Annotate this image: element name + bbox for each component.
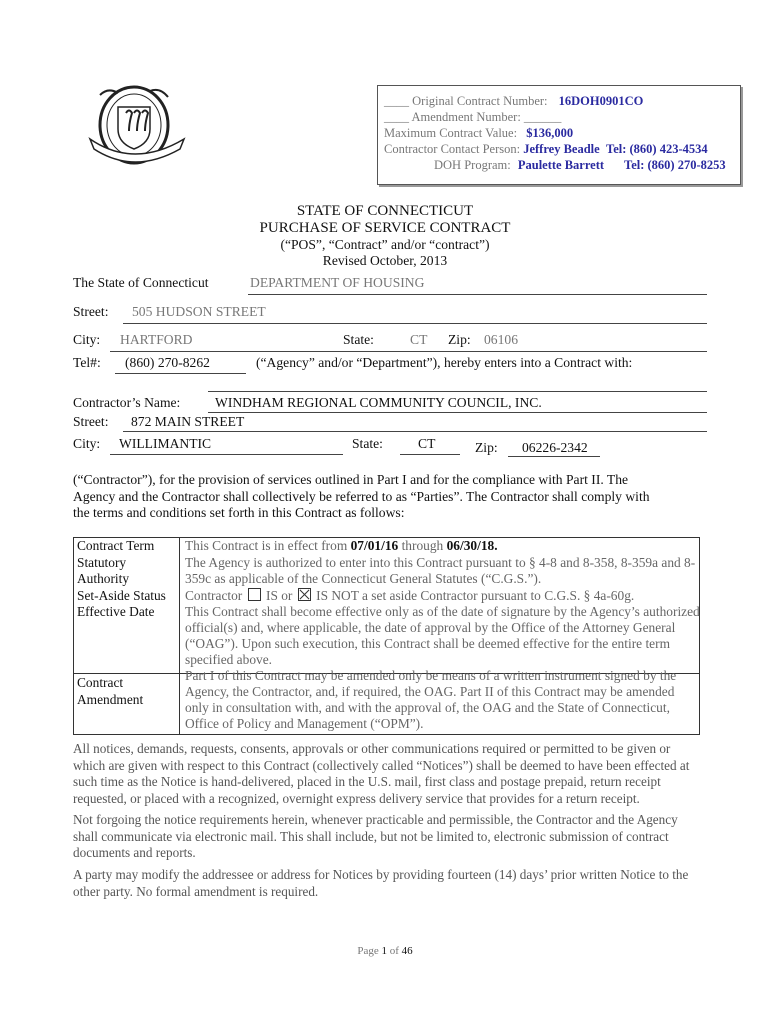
- notices-line: such time as the Notice is hand-delivered, placed in the U.S. mail, first class and postage prepaid, return receipt: [73, 774, 661, 790]
- contractor-city-underline: [110, 454, 343, 455]
- agency-state: CT: [410, 332, 428, 347]
- contractor-state: CT: [418, 436, 436, 451]
- term-label: Contract Term: [77, 538, 155, 553]
- email-paragraph: [73, 812, 688, 862]
- agency-city-underline: [110, 351, 707, 352]
- page-footer: [0, 945, 770, 957]
- setaside-value: [185, 588, 695, 604]
- max-value-label: Maximum Contract Value:: [384, 126, 518, 140]
- notices-line: requested, or placed with a recognized, overnight express delivery service that provides for a return receipt.: [73, 790, 640, 806]
- contract-terms-table: [73, 537, 700, 735]
- contractor-city-label: City:: [73, 436, 101, 451]
- email-line: shall communicate via electronic mail. This shall include, but not be limited to, electronic submission of contract: [73, 828, 669, 844]
- setaside-text-a: Contractor: [185, 588, 243, 603]
- title-line-3: (“POS”, “Contract” and/or “contract”): [280, 237, 490, 252]
- max-value: $136,000: [526, 126, 574, 140]
- agency-city-label: City:: [73, 332, 101, 347]
- effective-line: official(s) and, where applicable, the date of approval by the Office of the Attorney General: [185, 620, 676, 635]
- effective-line: This Contract shall become effective only as of the date of signature by the Agency’s authorized: [185, 604, 700, 619]
- effective-line: (“OAG”). Upon such execution, this Contract shall be deemed effective for the entire term: [185, 636, 670, 651]
- setaside-text-b: IS or: [265, 588, 293, 603]
- agency-city: HARTFORD: [120, 332, 193, 347]
- term-start: 07/01/16: [350, 538, 399, 553]
- is-set-aside-checkbox[interactable]: [248, 588, 261, 601]
- title-line-1: STATE OF CONNECTICUT: [296, 203, 474, 219]
- effective-line: specified above.: [185, 652, 272, 667]
- notices-line: All notices, demands, requests, consents, approvals or other communications required or permitted to be given or: [73, 741, 671, 756]
- term-end: 06/30/18: [446, 538, 495, 553]
- intro-line: (“Contractor”), for the provision of services outlined in Part I and for the compliance with Part II. The: [73, 472, 629, 487]
- contractor-zip-label: Zip:: [475, 440, 498, 455]
- contractor-street: 872 MAIN STREET: [131, 414, 245, 429]
- amendment-number-line: ______: [523, 110, 562, 124]
- contact-person-label: Contractor Contact Person:: [384, 142, 521, 156]
- amendment-number-label: Amendment Number:: [411, 110, 521, 124]
- authority-label-1: Statutory: [77, 555, 127, 570]
- modify-line: A party may modify the addressee or address for Notices by providing fourteen (14) days’ prior written Notice to the: [73, 867, 689, 882]
- modify-line: other party. No formal amendment is required.: [73, 883, 319, 899]
- amendment-line: only in consultation with, and with the approval of, the OAG and the State of Connecticut,: [185, 700, 670, 715]
- intro-line: Agency and the Contractor shall collectively be referred to as “Parties”. The Contractor shall comply with: [73, 488, 650, 504]
- contractor-zip: 06226-2342: [522, 440, 588, 455]
- contractor-name-label: Contractor’s Name:: [73, 395, 181, 410]
- page-total: 46: [401, 945, 413, 957]
- intro-paragraph: [73, 472, 688, 522]
- contractor-name-underline: [208, 412, 707, 413]
- agency-tel-label: Tel#:: [73, 355, 101, 370]
- agency-tel-underline: [115, 373, 246, 374]
- title-line-2: PURCHASE OF SERVICE CONTRACT: [259, 220, 511, 236]
- amendment-line: Agency, the Contractor, and, if required, the OAG. Part II of this Contract may be amended: [185, 684, 675, 699]
- page-number: 1: [381, 945, 387, 957]
- intro-line: the terms and conditions set forth in this Contract as follows:: [73, 505, 405, 521]
- notices-paragraph: [73, 741, 688, 807]
- contact-person-name: Jeffrey Beadle: [523, 142, 600, 156]
- setaside-label: Set-Aside Status: [77, 588, 166, 603]
- agency-zip: 06106: [484, 332, 518, 347]
- term-suffix: .: [494, 538, 498, 553]
- effective-value: [185, 604, 700, 668]
- authority-line: 359c as applicable of the Connecticut General Statutes (“C.G.S.”).: [185, 571, 542, 586]
- agency-zip-label: Zip:: [448, 332, 471, 347]
- term-value: [185, 538, 695, 554]
- effective-label: Effective Date: [77, 604, 155, 619]
- contractor-zip-underline: [508, 456, 600, 457]
- contractor-name-topline: [208, 391, 707, 392]
- original-number-blank: ____: [384, 94, 413, 108]
- amendment-line: Part I of this Contract may be amended only be means of a written instrument signed by the: [185, 668, 677, 683]
- contractor-street-underline: [123, 431, 707, 432]
- department-name: DEPARTMENT OF HOUSING: [250, 275, 425, 290]
- department-underline: [248, 294, 707, 295]
- agency-tel: (860) 270-8262: [125, 355, 210, 370]
- contact-tel: Tel: (860) 423-4534: [606, 142, 708, 156]
- program-tel: Tel: (860) 270-8253: [624, 158, 726, 172]
- authority-line: The Agency is authorized to enter into this Contract pursuant to § 4-8 and 8-358, 8-359a and 8-: [185, 555, 696, 570]
- program-name: Paulette Barrett: [517, 158, 605, 172]
- amendment-label-1: Contract: [77, 675, 124, 690]
- contractor-state-underline: [400, 454, 460, 455]
- agency-street: 505 HUDSON STREET: [132, 304, 266, 319]
- contract-info-box: [377, 85, 741, 185]
- state-label: The State of Connecticut: [73, 275, 209, 290]
- amendment-value: [185, 668, 695, 732]
- agency-enters-text: (“Agency” and/or “Department”), hereby enters into a Contract with:: [256, 355, 633, 370]
- notices-line: which are given with respect to this Contract (collectively called “Notices”) shall be deemed to have been effected at: [73, 757, 690, 773]
- modify-paragraph: [73, 867, 688, 900]
- table-column-divider: [179, 538, 180, 734]
- contractor-name: WINDHAM REGIONAL COMMUNITY COUNCIL, INC.: [215, 395, 542, 410]
- state-seal-logo: [88, 83, 188, 167]
- setaside-text-c: IS NOT a set aside Contractor pursuant to C.G.S. § 4a-60g.: [316, 588, 635, 603]
- contractor-city: WILLIMANTIC: [119, 436, 212, 451]
- agency-state-label: State:: [343, 332, 374, 347]
- page-of: of: [386, 945, 402, 957]
- is-not-set-aside-checkbox[interactable]: [298, 588, 311, 601]
- email-line: documents and reports.: [73, 845, 196, 861]
- authority-label-2: Authority: [77, 571, 130, 586]
- program-label: DOH Program:: [434, 158, 511, 172]
- original-number-value: 16DOH0901CO: [558, 94, 644, 108]
- amendment-label-2: Amendment: [77, 692, 144, 707]
- amendment-number-blank: ____: [384, 110, 412, 124]
- contractor-street-label: Street:: [73, 414, 109, 429]
- authority-value: [185, 555, 695, 587]
- original-number-label: Original Contract Number:: [412, 94, 548, 108]
- amendment-line: Office of Policy and Management (“OPM”).: [185, 716, 424, 731]
- agency-street-label: Street:: [73, 304, 109, 319]
- title-line-4: Revised October, 2013: [322, 253, 448, 268]
- term-through: through: [398, 538, 447, 553]
- email-line: Not forgoing the notice requirements herein, whenever practicable and permissible, the Contractor and the Agency: [73, 812, 678, 827]
- agency-street-underline: [123, 323, 707, 324]
- term-prefix: This Contract is in effect from: [185, 538, 351, 553]
- contractor-state-label: State:: [352, 436, 383, 451]
- page-prefix: Page: [357, 945, 382, 957]
